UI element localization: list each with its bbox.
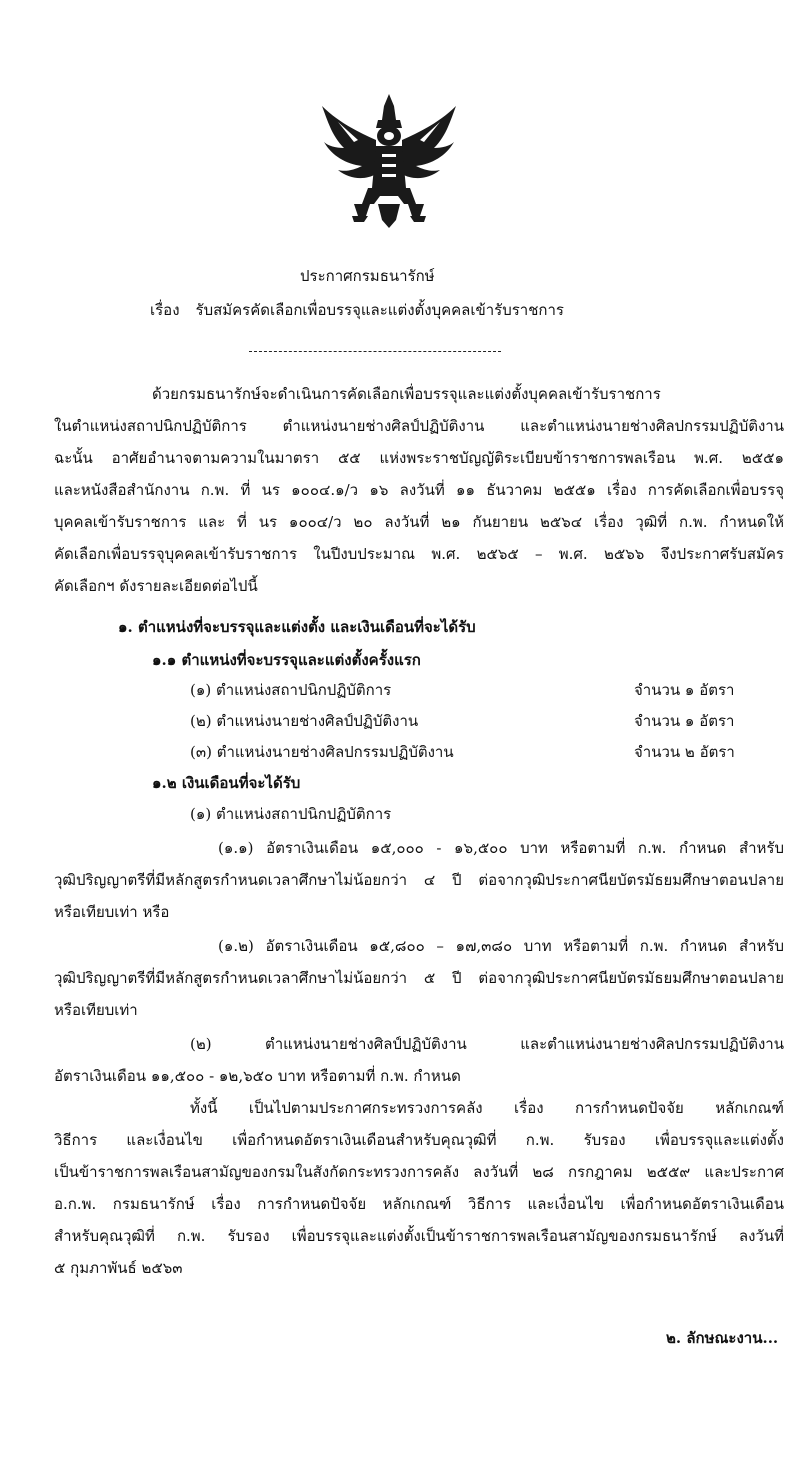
salary-item-2-line: (๒) ตำแหน่งนายช่างศิลป์ปฏิบัติงาน และตำแหน่งนายช่างศิลปกรรมปฏิบัติงาน bbox=[190, 1035, 784, 1053]
position-count: จำนวน ๒ อัตรา bbox=[634, 743, 735, 761]
garuda-emblem-icon bbox=[318, 92, 460, 242]
note-line: ๕ กุมภาพันธ์ ๒๕๖๓ bbox=[54, 1259, 183, 1277]
intro-line: คัดเลือกเพื่อบรรจุบุคคลเข้ารับราชการ ในปีงบประมาณ พ.ศ. ๒๕๖๕ – พ.ศ. ๒๕๖๖ จึงประกาศรับสมัคร bbox=[54, 545, 784, 563]
section1-heading: ๑. ตำแหน่งที่จะบรรจุและแต่งตั้ง และเงินเดือนที่จะได้รับ bbox=[118, 618, 476, 636]
salary-1-1-line: (๑.๑) อัตราเงินเดือน ๑๕,๐๐๐ - ๑๖,๕๐๐ บาท หรือตามที่ ก.พ. กำหนด สำหรับ bbox=[218, 839, 784, 857]
header-divider bbox=[249, 351, 501, 352]
intro-line: บุคคลเข้ารับราชการ และ ที่ นร ๑๐๐๔/ว ๒๐ ลงวันที่ ๒๑ กันยายน ๒๕๖๔ เรื่อง วุฒิที่ ก.พ. กำหนดให้ bbox=[54, 513, 784, 531]
announcement-title: ประกาศกรมธนารักษ์ bbox=[300, 267, 435, 285]
position-row bbox=[190, 711, 735, 731]
note-line: สำหรับคุณวุฒิที่ ก.พ. รับรอง เพื่อบรรจุและแต่งตั้งเป็นข้าราชการพลเรือนสามัญของกรมธนารักษ์ ลงวันที่ bbox=[54, 1227, 784, 1245]
note-line: อ.ก.พ. กรมธนารักษ์ เรื่อง การกำหนดปัจจัย หลักเกณฑ์ วิธีการ และเงื่อนไข เพื่อกำหนดอัตราเงินเดือน bbox=[54, 1195, 784, 1213]
salary-1-1-line: วุฒิปริญญาตรีที่มีหลักสูตรกำหนดเวลาศึกษาไม่น้อยกว่า ๔ ปี ต่อจากวุฒิประกาศนียบัตรมัธยมศึกษาตอนปลาย bbox=[54, 871, 784, 889]
intro-line: ด้วยกรมธนารักษ์จะดำเนินการคัดเลือกเพื่อบรรจุและแต่งตั้งบุคคลเข้ารับราชการ bbox=[152, 385, 661, 403]
note-line: วิธีการ และเงื่อนไข เพื่อกำหนดอัตราเงินเดือนสำหรับคุณวุฒิที่ ก.พ. รับรอง เพื่อบรรจุและแต่งตั้ง bbox=[54, 1131, 784, 1149]
position-row bbox=[190, 742, 735, 762]
salary-item-2-line: อัตราเงินเดือน ๑๑,๕๐๐ - ๑๒,๖๕๐ บาท หรือตามที่ ก.พ. กำหนด bbox=[54, 1067, 461, 1085]
intro-line: ฉะนั้น อาศัยอำนาจตามความในมาตรา ๕๕ แห่งพระราชบัญญัติระเบียบข้าราชการพลเรือน พ.ศ. ๒๕๕๑ bbox=[54, 449, 784, 467]
salary-item-1: (๑) ตำแหน่งสถาปนิกปฏิบัติการ bbox=[190, 805, 392, 823]
section1-2-heading: ๑.๒ เงินเดือนที่จะได้รับ bbox=[152, 774, 301, 792]
intro-line: คัดเลือกฯ ดังรายละเอียดต่อไปนี้ bbox=[54, 577, 258, 595]
salary-1-2-line: (๑.๒) อัตราเงินเดือน ๑๕,๘๐๐ – ๑๗,๓๘๐ บาท หรือตามที่ ก.พ. กำหนด สำหรับ bbox=[218, 937, 784, 955]
note-line: ทั้งนี้ เป็นไปตามประกาศกระทรวงการคลัง เรื่อง การกำหนดปัจจัย หลักเกณฑ์ bbox=[190, 1099, 784, 1117]
position-name: (๓) ตำแหน่งนายช่างศิลปกรรมปฏิบัติงาน bbox=[190, 743, 454, 761]
subject-text: รับสมัครคัดเลือกเพื่อบรรจุและแต่งตั้งบุคคลเข้ารับราชการ bbox=[195, 301, 564, 319]
announcement-subject bbox=[150, 300, 564, 320]
position-name: (๑) ตำแหน่งสถาปนิกปฏิบัติการ bbox=[190, 681, 392, 699]
continuation-marker: ๒. ลักษณะงาน... bbox=[666, 1329, 779, 1347]
salary-1-1-line: หรือเทียบเท่า หรือ bbox=[54, 903, 170, 921]
position-row bbox=[190, 680, 735, 700]
position-count: จำนวน ๑ อัตรา bbox=[634, 712, 735, 730]
intro-line: และหนังสือสำนักงาน ก.พ. ที่ นร ๑๐๐๔.๑/ว ๑๖ ลงวันที่ ๑๑ ธันวาคม ๒๕๕๑ เรื่อง การคัดเลือกเพื่อบรรจุ bbox=[54, 481, 784, 499]
section1-1-heading: ๑.๑ ตำแหน่งที่จะบรรจุและแต่งตั้งครั้งแรก bbox=[152, 651, 421, 669]
intro-line: ในตำแหน่งสถาปนิกปฏิบัติการ ตำแหน่งนายช่างศิลป์ปฏิบัติงาน และตำแหน่งนายช่างศิลปกรรมปฏิบัติงาน bbox=[54, 417, 784, 435]
salary-1-2-line: หรือเทียบเท่า bbox=[54, 1001, 138, 1019]
note-line: เป็นข้าราชการพลเรือนสามัญของกรมในสังกัดกระทรวงการคลัง ลงวันที่ ๒๘ กรกฎาคม ๒๕๕๙ และประกาศ bbox=[54, 1163, 784, 1181]
position-count: จำนวน ๑ อัตรา bbox=[634, 681, 735, 699]
salary-1-2-line: วุฒิปริญญาตรีที่มีหลักสูตรกำหนดเวลาศึกษาไม่น้อยกว่า ๕ ปี ต่อจากวุฒิประกาศนียบัตรมัธยมศึกษาตอนปลาย bbox=[54, 969, 784, 987]
subject-label: เรื่อง bbox=[150, 301, 180, 319]
position-name: (๒) ตำแหน่งนายช่างศิลป์ปฏิบัติงาน bbox=[190, 712, 419, 730]
